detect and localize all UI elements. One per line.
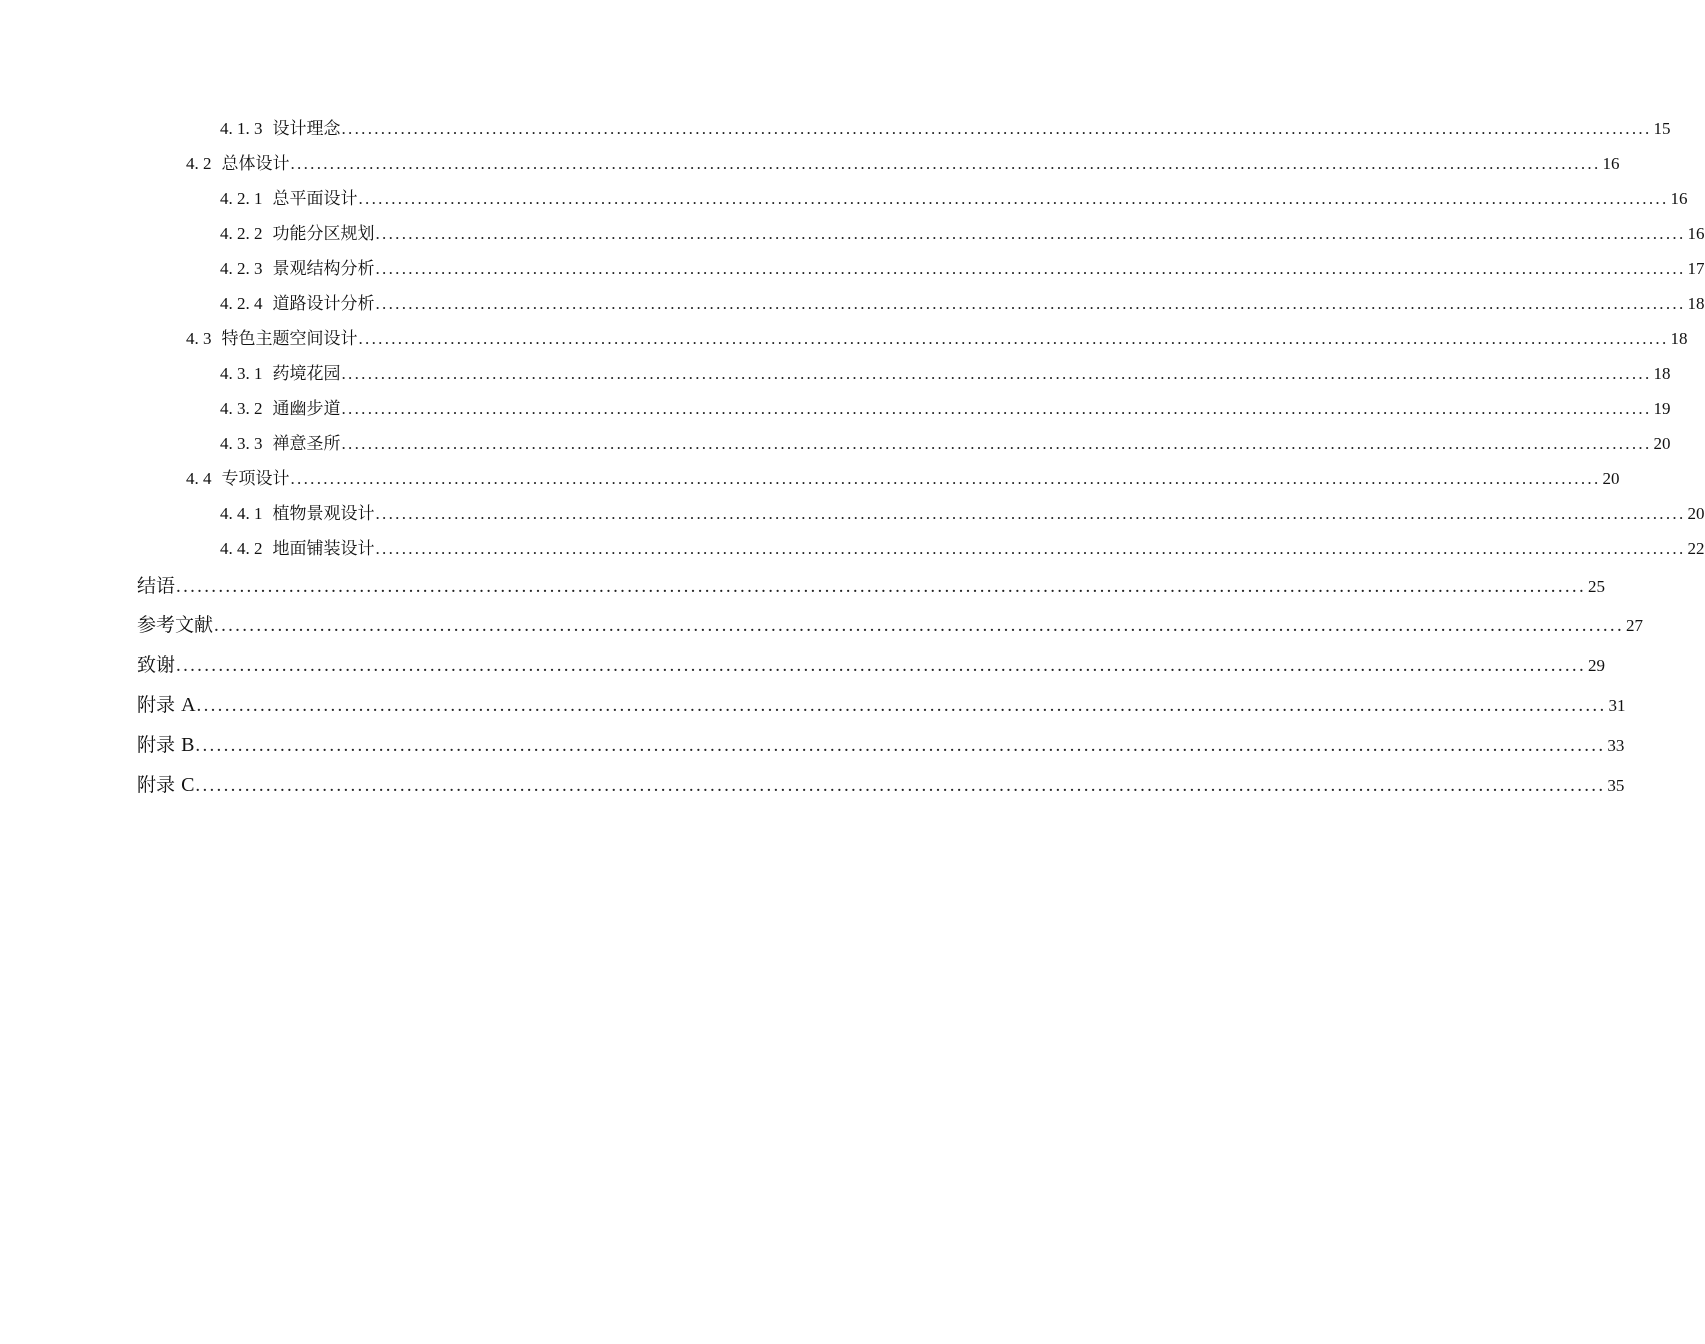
toc-entry-label: 附录 (137, 774, 176, 796)
dot-leader: ........................................................................................................................................................................................................ (375, 504, 1686, 523)
toc-entry-label: 设计理念 (272, 119, 341, 138)
toc-entry-title (137, 770, 194, 797)
toc-entry-label: 特色主题空间设计 (221, 329, 358, 348)
toc-entry-page: 18 (1653, 364, 1671, 383)
toc-entry-title (220, 499, 375, 524)
toc-entry[interactable] (220, 359, 1671, 384)
toc-entry[interactable] (186, 324, 1688, 349)
toc-entry-label: 道路设计分析 (272, 294, 375, 313)
toc-entry[interactable] (220, 499, 1705, 524)
toc-entry-page: 20 (1653, 434, 1671, 453)
toc-entry[interactable] (186, 464, 1620, 489)
toc-entry-label: 附录 (137, 694, 176, 716)
toc-entry-label: 景观结构分析 (272, 259, 375, 278)
toc-entry[interactable] (137, 650, 1606, 677)
toc-entry-title (186, 464, 290, 489)
toc-entry-label: 总体设计 (221, 154, 290, 173)
toc-entry-page: 31 (1608, 696, 1626, 715)
toc-entry[interactable] (220, 219, 1705, 244)
toc-entry-title (137, 690, 196, 717)
toc-entry-suffix: B (181, 734, 195, 756)
toc-entry-title (220, 184, 358, 209)
toc-entry-title (186, 149, 290, 174)
toc-entry-label: 参考文献 (137, 614, 214, 636)
toc-entry-page: 16 (1602, 154, 1620, 173)
toc-entry-number: 4. 3. 1 (220, 364, 263, 383)
toc-entry-page: 17 (1687, 259, 1705, 278)
toc-entry[interactable] (137, 610, 1644, 637)
toc-entry[interactable] (220, 429, 1671, 454)
toc-entry-number: 4. 2. 3 (220, 259, 263, 278)
toc-entry-title (137, 650, 175, 677)
toc-entry[interactable] (220, 394, 1671, 419)
toc-entry-label: 结语 (137, 575, 176, 597)
toc-entry-label: 禅意圣所 (272, 434, 341, 453)
toc-entry-label: 植物景观设计 (272, 504, 375, 523)
toc-entry-page: 22 (1687, 539, 1705, 558)
dot-leader: ........................................................................................................................................................................................................ (341, 364, 1652, 383)
dot-leader: ........................................................................................................................................................................................................ (375, 294, 1686, 313)
toc-entry[interactable] (137, 571, 1606, 598)
toc-entry-title (220, 219, 375, 244)
toc-entry-page: 33 (1607, 736, 1625, 755)
toc-entry-number: 4. 2 (186, 154, 212, 173)
dot-leader: ........................................................................................................................................................................................................ (195, 775, 1606, 796)
toc-entry-label: 药境花园 (272, 364, 341, 383)
toc-entry-page: 18 (1687, 294, 1705, 313)
toc-entry-label: 专项设计 (221, 469, 290, 488)
toc-entry[interactable] (220, 534, 1705, 559)
toc-entry-number: 4. 4. 2 (220, 539, 263, 558)
toc-entry-suffix: C (181, 774, 195, 796)
dot-leader: ........................................................................................................................................................................................................ (195, 735, 1606, 756)
toc-entry-title (220, 254, 375, 279)
toc-entry-title (186, 324, 358, 349)
toc-entry[interactable] (137, 770, 1625, 797)
toc-entry-title (137, 571, 175, 598)
dot-leader: ........................................................................................................................................................................................................ (375, 224, 1686, 243)
toc-entry-label: 通幽步道 (272, 399, 341, 418)
toc-entry[interactable] (137, 690, 1626, 717)
toc-entry-page: 18 (1670, 329, 1688, 348)
toc-entry-number: 4. 3. 2 (220, 399, 263, 418)
toc-entry[interactable] (220, 184, 1688, 209)
toc-entry-page: 19 (1653, 399, 1671, 418)
dot-leader: ........................................................................................................................................................................................................ (358, 189, 1669, 208)
dot-leader: ........................................................................................................................................................................................................ (290, 469, 1601, 488)
toc-entry-title (220, 114, 341, 139)
toc-entry-page: 15 (1653, 119, 1671, 138)
toc-entry-page: 16 (1687, 224, 1705, 243)
toc-entry-page: 20 (1602, 469, 1620, 488)
toc-entry-number: 4. 4 (186, 469, 212, 488)
toc-entry-page: 25 (1588, 577, 1606, 596)
toc-entry-number: 4. 2. 1 (220, 189, 263, 208)
dot-leader: ........................................................................................................................................................................................................ (176, 576, 1587, 597)
toc-entry-label: 致谢 (137, 654, 176, 676)
toc-entry-number: 4. 4. 1 (220, 504, 263, 523)
toc-entry-number: 4. 2. 4 (220, 294, 263, 313)
toc-entry-title (137, 610, 213, 637)
dot-leader: ........................................................................................................................................................................................................ (214, 615, 1625, 636)
toc-entry[interactable] (186, 149, 1620, 174)
dot-leader: ........................................................................................................................................................................................................ (375, 259, 1686, 278)
toc-entry-suffix: A (181, 694, 196, 716)
toc-entry-label: 功能分区规划 (272, 224, 375, 243)
toc-entry-label: 地面铺装设计 (272, 539, 375, 558)
dot-leader: ........................................................................................................................................................................................................ (176, 655, 1587, 676)
dot-leader: ........................................................................................................................................................................................................ (358, 329, 1669, 348)
toc-entry-number: 4. 1. 3 (220, 119, 263, 138)
dot-leader: ........................................................................................................................................................................................................ (375, 539, 1686, 558)
dot-leader: ........................................................................................................................................................................................................ (341, 119, 1652, 138)
toc-entry-page: 16 (1670, 189, 1688, 208)
dot-leader: ........................................................................................................................................................................................................ (341, 434, 1652, 453)
toc-entry[interactable] (220, 254, 1705, 279)
toc-entry-page: 27 (1626, 616, 1644, 635)
toc-entry-title (137, 730, 194, 757)
dot-leader: ........................................................................................................................................................................................................ (290, 154, 1601, 173)
toc-entry-label: 总平面设计 (272, 189, 358, 208)
toc-entry[interactable] (220, 114, 1671, 139)
toc-entry-label: 附录 (137, 734, 176, 756)
toc-entry-number: 4. 3. 3 (220, 434, 263, 453)
toc-entry-page: 29 (1588, 656, 1606, 675)
toc-entry-title (220, 289, 375, 314)
dot-leader: ........................................................................................................................................................................................................ (196, 695, 1607, 716)
toc-entry-number: 4. 3 (186, 329, 212, 348)
toc-entry-title (220, 429, 341, 454)
toc-entry[interactable] (137, 730, 1625, 757)
toc-entry-number: 4. 2. 2 (220, 224, 263, 243)
toc-entry-title (220, 359, 341, 384)
toc-entry[interactable] (220, 289, 1705, 314)
dot-leader: ........................................................................................................................................................................................................ (341, 399, 1652, 418)
toc-entry-title (220, 394, 341, 419)
toc-entry-title (220, 534, 375, 559)
toc-entry-page: 35 (1607, 776, 1625, 795)
toc-entry-page: 20 (1687, 504, 1705, 523)
